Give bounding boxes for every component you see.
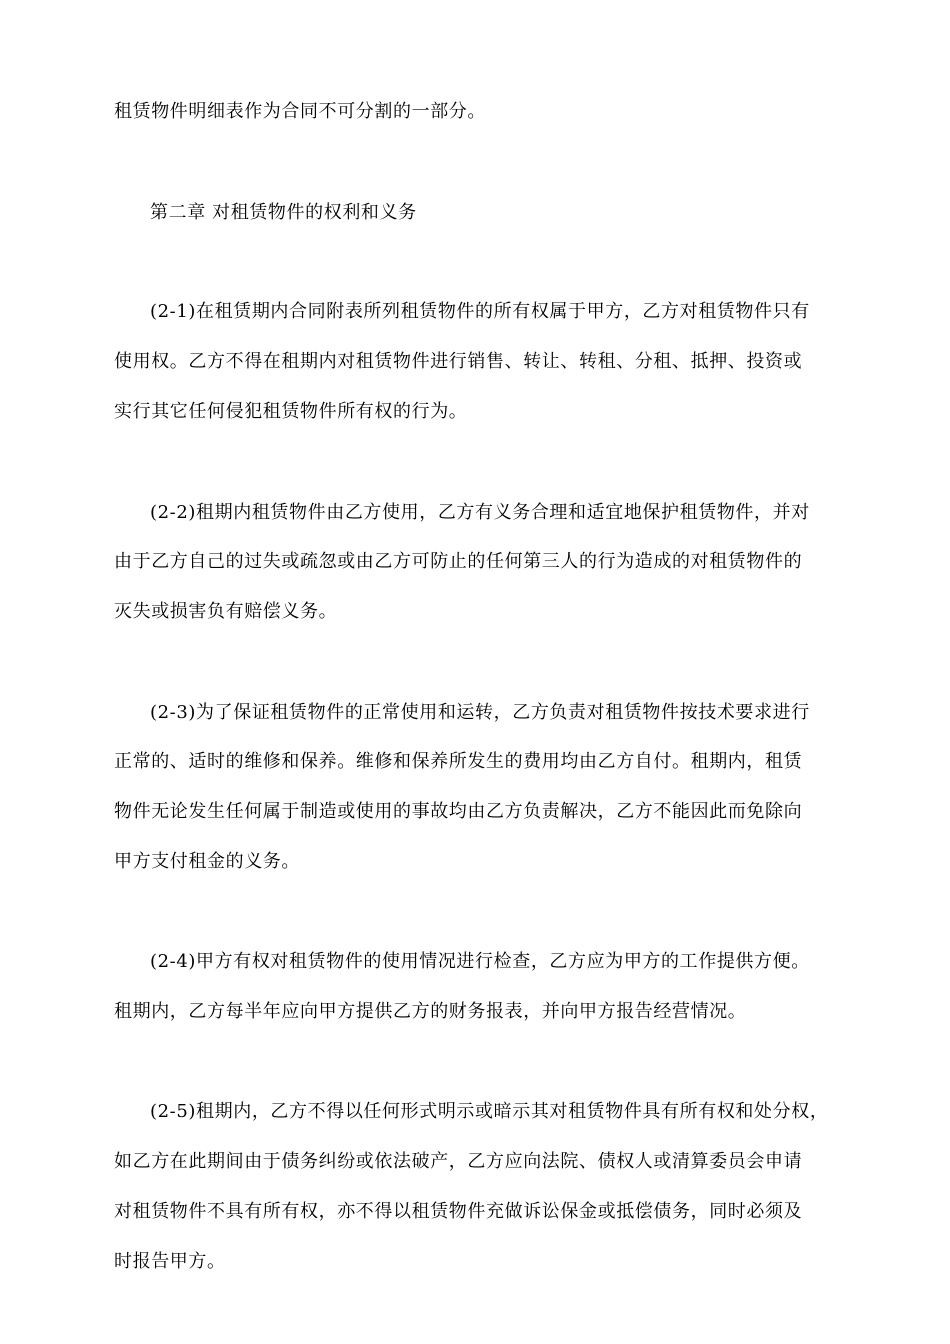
paragraph-2-5-line-4: 时报告甲方。 xyxy=(114,1251,226,1272)
paragraph-2-2-line-1: (2-2)租期内租赁物件由乙方使用，乙方有义务合理和适宜地保护租赁物件，并对 xyxy=(150,502,810,523)
paragraph-2-2-line-3: 灭失或损害负有赔偿义务。 xyxy=(114,601,338,622)
paragraph-2-3-line-1: (2-3)为了保证租赁物件的正常使用和运转，乙方负责对租赁物件按技术要求进行 xyxy=(150,702,810,723)
paragraph-2-3-line-3: 物件无论发生任何属于制造或使用的事故均由乙方负责解决，乙方不能因此而免除向 xyxy=(114,801,803,822)
paragraph-2-2-line-2: 由于乙方自己的过失或疏忽或由乙方可防止的任何第三人的行为造成的对租赁物件的 xyxy=(114,551,803,572)
paragraph-2-5-line-2: 如乙方在此期间由于债务纠纷或依法破产，乙方应向法院、债权人或清算委员会申请 xyxy=(114,1151,803,1172)
paragraph-2-1-line-1: (2-1)在租赁期内合同附表所列租赁物件的所有权属于甲方，乙方对租赁物件只有 xyxy=(150,301,810,322)
intro-line: 租赁物件明细表作为合同不可分割的一部分。 xyxy=(114,101,486,122)
paragraph-2-5-line-1: (2-5)租期内，乙方不得以任何形式明示或暗示其对租赁物件具有所有权和处分权， xyxy=(150,1101,829,1122)
paragraph-2-3-line-2: 正常的、适时的维修和保养。维修和保养所发生的费用均由乙方自付。租期内，租赁 xyxy=(114,751,803,772)
paragraph-2-4-line-1: (2-4)甲方有权对租赁物件的使用情况进行检查，乙方应为甲方的工作提供方便。 xyxy=(150,951,810,972)
chapter-heading: 第二章 对租赁物件的权利和义务 xyxy=(150,202,417,223)
paragraph-2-1-line-2: 使用权。乙方不得在租期内对租赁物件进行销售、转让、转租、分租、抵押、投资或 xyxy=(114,351,803,372)
paragraph-2-3-line-4: 甲方支付租金的义务。 xyxy=(114,851,300,872)
paragraph-2-1-line-3: 实行其它任何侵犯租赁物件所有权的行为。 xyxy=(114,401,468,422)
paragraph-2-5-line-3: 对租赁物件不具有所有权，亦不得以租赁物件充做诉讼保金或抵偿债务，同时必须及 xyxy=(114,1201,803,1222)
paragraph-2-4-line-2: 租期内，乙方每半年应向甲方提供乙方的财务报表，并向甲方报告经营情况。 xyxy=(114,1001,747,1022)
